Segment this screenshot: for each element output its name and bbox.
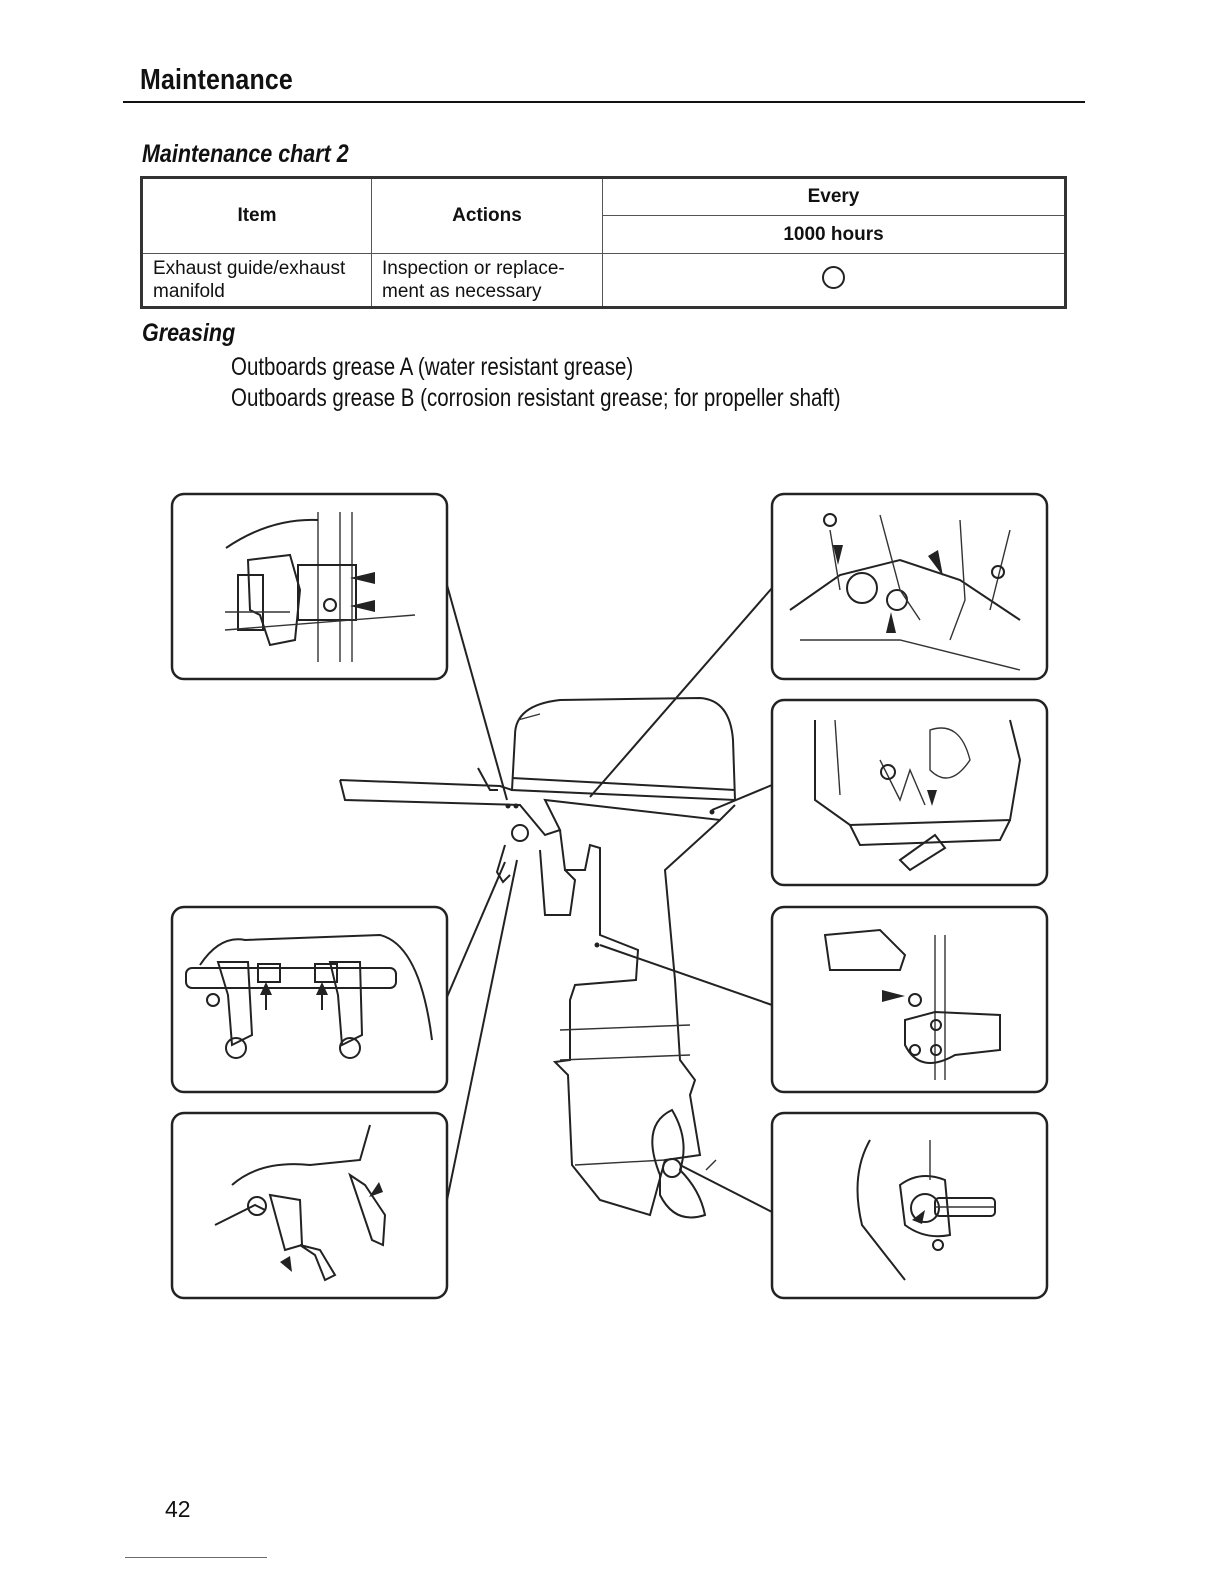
shift-lever-detail — [772, 700, 1047, 885]
action-text-line: Inspection or replace- — [382, 258, 565, 279]
item-text-line: manifold — [153, 281, 225, 302]
section-title: Maintenance — [140, 64, 293, 96]
greasing-title: Greasing — [142, 319, 236, 347]
action-text-line: ment as necessary — [382, 281, 542, 302]
column-header-interval: 1000 hours — [603, 216, 1066, 254]
steering-friction-detail — [172, 494, 447, 679]
column-header-actions: Actions — [372, 178, 603, 254]
chart-title: Maintenance chart 2 — [142, 140, 349, 168]
grease-a-text: Outboards grease A (water resistant grease) — [231, 353, 634, 381]
column-header-every: Every — [603, 178, 1066, 216]
grease-b-text: Outboards grease B (corrosion resistant grease; for propeller shaft) — [231, 384, 841, 412]
leader-lines — [447, 585, 772, 1212]
tilt-lever-detail — [772, 907, 1047, 1092]
propeller-shaft-detail — [772, 1113, 1047, 1298]
swivel-bracket-detail — [172, 1113, 447, 1298]
throttle-linkage-detail — [772, 494, 1047, 679]
clamp-bracket-detail — [172, 907, 447, 1092]
footer-rule — [125, 1557, 267, 1558]
column-header-item: Item — [142, 178, 372, 254]
item-text-line: Exhaust guide/exhaust — [153, 258, 346, 279]
page-number: 42 — [165, 1496, 191, 1522]
